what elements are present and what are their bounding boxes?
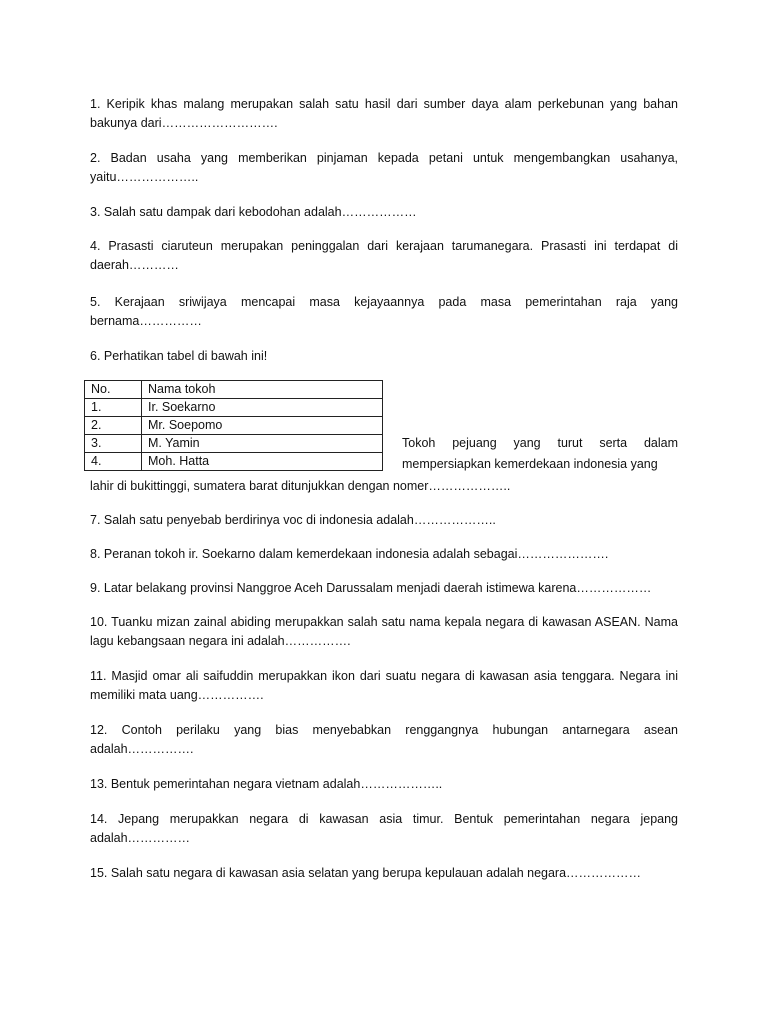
- question-1: 1. Keripik khas malang merupakan salah satu hasil dari sumber daya alam perkebunan yang bahan bakunya dari……………………….: [90, 97, 678, 130]
- question-13: 13. Bentuk pemerintahan negara vietnam adalah………………..: [90, 777, 443, 791]
- table-cell-nama: Mr. Soepomo: [142, 417, 383, 435]
- question-7: 7. Salah satu penyebab berdirinya voc di indonesia adalah………………..: [90, 513, 496, 527]
- question-6: 6. Perhatikan tabel di bawah ini!: [90, 349, 268, 363]
- question-9: 9. Latar belakang provinsi Nanggroe Aceh Darussalam menjadi daerah istimewa karena………………: [90, 581, 652, 595]
- table-cell-no: 1.: [85, 399, 142, 417]
- table-cell-nama: Moh. Hatta: [142, 453, 383, 471]
- table-cell-no: 4.: [85, 453, 142, 471]
- table-header-nama: Nama tokoh: [142, 381, 383, 399]
- table-cell-nama: M. Yamin: [142, 435, 383, 453]
- question-3: 3. Salah satu dampak dari kebodohan adalah………………: [90, 205, 417, 219]
- question-5: 5. Kerajaan sriwijaya mencapai masa kejayaannya pada masa pemerintahan raja yang bernama……………: [90, 295, 678, 328]
- question-15: 15. Salah satu negara di kawasan asia selatan yang berupa kepulauan adalah negara………………: [90, 866, 642, 880]
- question-6-side-text: Tokoh pejuang yang turut serta dalam mempersiapkan kemerdekaan indonesia yang: [402, 436, 678, 471]
- question-2: 2. Badan usaha yang memberikan pinjaman kepada petani untuk mengembangkan usahanya, yaitu………………..: [90, 151, 678, 184]
- table-row: [85, 399, 383, 417]
- table-cell-no: 3.: [85, 435, 142, 453]
- table-row: [85, 417, 383, 435]
- question-14: 14. Jepang merupakkan negara di kawasan asia timur. Bentuk pemerintahan negara jepang adalah……………: [90, 812, 678, 845]
- question-8: 8. Peranan tokoh ir. Soekarno dalam kemerdekaan indonesia adalah sebagai………………….: [90, 547, 609, 561]
- table-cell-nama: Ir. Soekarno: [142, 399, 383, 417]
- table-header-row: [85, 381, 383, 399]
- question-4: 4. Prasasti ciaruteun merupakan peninggalan dari kerajaan tarumanegara. Prasasti ini terdapat di daerah…………: [90, 239, 678, 272]
- table-header-no: No.: [85, 381, 142, 399]
- table-cell-no: 2.: [85, 417, 142, 435]
- question-6-tail-text: lahir di bukittinggi, sumatera barat ditunjukkan dengan nomer………………..: [90, 479, 511, 493]
- table-row: [85, 435, 383, 453]
- tokoh-table: [84, 380, 383, 471]
- question-10: 10. Tuanku mizan zainal abiding merupakkan salah satu nama kepala negara di kawasan ASEAN. Nama lagu kebangsaan negara ini adalah…………….: [90, 615, 678, 648]
- question-11: 11. Masjid omar ali saifuddin merupakkan ikon dari suatu negara di kawasan asia tenggara. Negara ini memiliki mata uang…………….: [90, 669, 678, 702]
- question-12: 12. Contoh perilaku yang bias menyebabkan renggangnya hubungan antarnegara asean adalah…………….: [90, 723, 678, 756]
- table-row: [85, 453, 383, 471]
